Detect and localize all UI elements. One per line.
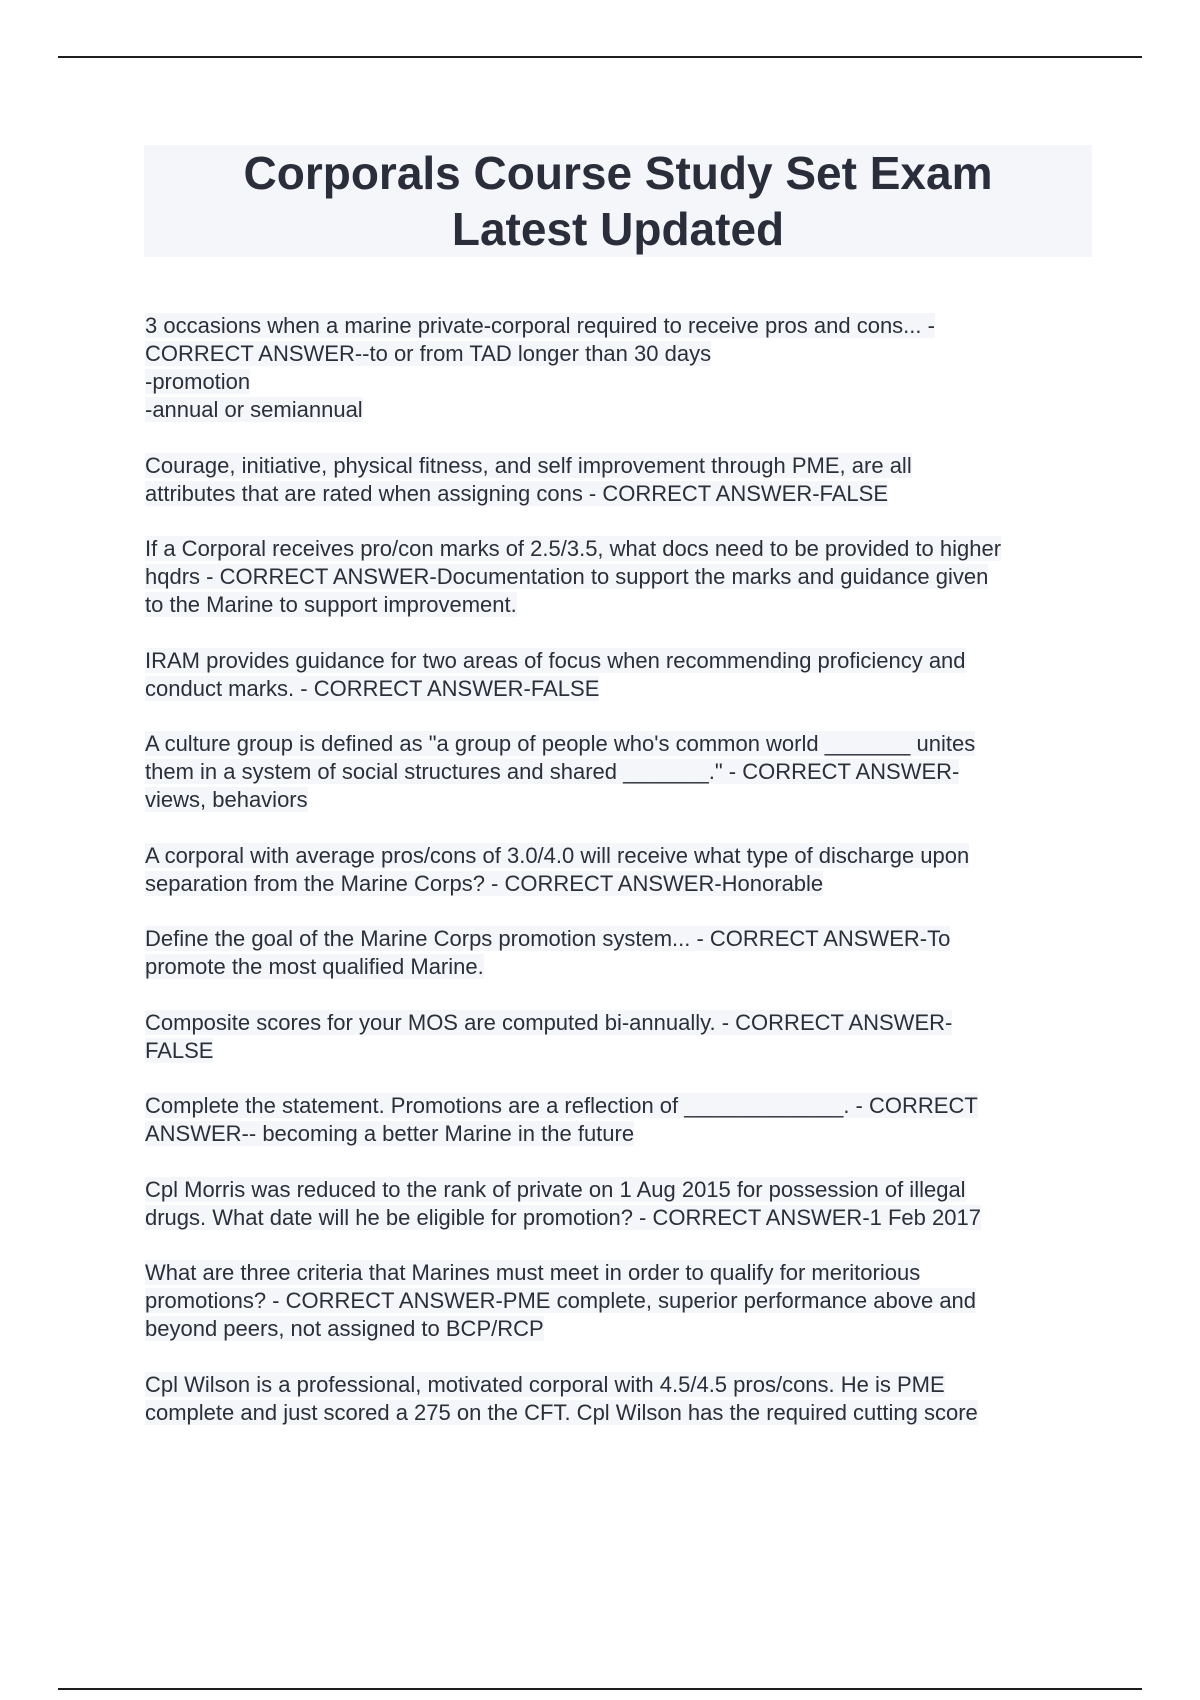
qa-line xyxy=(145,647,1095,675)
qa-line-text: promotions? - CORRECT ANSWER-PME complete, superior performance above and xyxy=(145,1288,977,1313)
qa-line xyxy=(145,842,1095,870)
qa-item xyxy=(145,1009,1095,1065)
qa-item xyxy=(145,1176,1095,1232)
qa-line xyxy=(145,1176,1095,1204)
qa-item xyxy=(145,1092,1095,1148)
qa-line-text: separation from the Marine Corps? - CORRECT ANSWER-Honorable xyxy=(145,870,824,896)
qa-line xyxy=(145,758,1095,786)
qa-line-text: 3 occasions when a marine private-corporal required to receive pros and cons... - xyxy=(145,313,935,338)
qa-line xyxy=(145,786,1095,814)
qa-line-text: promote the most qualified Marine. xyxy=(145,954,484,979)
title-line-1: Corporals Course Study Set Exam xyxy=(243,147,993,199)
qa-line xyxy=(145,368,1095,396)
qa-line-text: IRAM provides guidance for two areas of focus when recommending proficiency and xyxy=(145,647,966,673)
qa-item xyxy=(145,1259,1095,1343)
qa-line xyxy=(145,1399,1095,1427)
qa-line-text: attributes that are rated when assigning cons - CORRECT ANSWER-FALSE xyxy=(145,480,889,506)
qa-line-text: hqdrs - CORRECT ANSWER-Documentation to support the marks and guidance given xyxy=(145,564,989,589)
qa-line-text: FALSE xyxy=(145,1037,214,1063)
top-divider xyxy=(58,56,1142,58)
qa-line xyxy=(145,563,1095,591)
qa-line xyxy=(145,452,1095,480)
qa-line-text: them in a system of social structures and shared _______." - CORRECT ANSWER- xyxy=(145,759,960,784)
qa-item xyxy=(145,1371,1095,1427)
qa-line xyxy=(145,925,1095,953)
qa-line xyxy=(145,1120,1095,1148)
qa-item xyxy=(145,312,1095,424)
qa-line-text: drugs. What date will he be eligible for promotion? - CORRECT ANSWER-1 Feb 2017 xyxy=(145,1204,981,1230)
qa-line xyxy=(145,340,1095,368)
qa-line-text: Define the goal of the Marine Corps promotion system... - CORRECT ANSWER-To xyxy=(145,926,951,951)
qa-line-text: Composite scores for your MOS are computed bi-annually. - CORRECT ANSWER- xyxy=(145,1009,953,1035)
qa-line xyxy=(145,591,1095,619)
qa-line xyxy=(145,312,1095,340)
qa-line-text: to the Marine to support improvement. xyxy=(145,592,517,617)
qa-line-text: Complete the statement. Promotions are a reflection of _____________. - CORRECT xyxy=(145,1093,978,1118)
qa-line xyxy=(145,1287,1095,1315)
qa-line xyxy=(145,1259,1095,1287)
qa-line xyxy=(145,396,1095,424)
qa-item xyxy=(145,925,1095,981)
qa-item xyxy=(145,730,1095,814)
qa-line-text: complete and just scored a 275 on the CFT. Cpl Wilson has the required cutting score xyxy=(145,1399,978,1425)
qa-line-text: Courage, initiative, physical fitness, and self improvement through PME, are all xyxy=(145,452,912,478)
qa-line xyxy=(145,1371,1095,1399)
bottom-divider xyxy=(58,1688,1142,1690)
qa-line-text: -annual or semiannual xyxy=(145,397,363,422)
qa-line-text: Cpl Morris was reduced to the rank of private on 1 Aug 2015 for possession of illegal xyxy=(145,1176,966,1202)
qa-line xyxy=(145,1037,1095,1065)
qa-line-text: A corporal with average pros/cons of 3.0/4.0 will receive what type of discharge upon xyxy=(145,842,970,868)
qa-item xyxy=(145,842,1095,898)
title-line-2: Latest Updated xyxy=(451,203,785,255)
qa-line xyxy=(145,953,1095,981)
document-title xyxy=(144,145,1092,257)
qa-line-text: Cpl Wilson is a professional, motivated corporal with 4.5/4.5 pros/cons. He is PME xyxy=(145,1371,945,1397)
qa-line-text: views, behaviors xyxy=(145,787,308,812)
qa-line xyxy=(145,535,1095,563)
qa-line xyxy=(145,1009,1095,1037)
question-answer-list xyxy=(145,312,1095,1454)
qa-line-text: CORRECT ANSWER--to or from TAD longer than 30 days xyxy=(145,341,712,366)
qa-line-text: conduct marks. - CORRECT ANSWER-FALSE xyxy=(145,675,600,701)
qa-item xyxy=(145,452,1095,508)
qa-line xyxy=(145,480,1095,508)
qa-line-text: If a Corporal receives pro/con marks of 2.5/3.5, what docs need to be provided to higher xyxy=(145,536,1002,561)
qa-line xyxy=(145,675,1095,703)
qa-line xyxy=(145,870,1095,898)
qa-line-text: A culture group is defined as "a group of people who's common world _______ unites xyxy=(145,731,976,756)
qa-line-text: -promotion xyxy=(145,369,251,394)
qa-line-text: beyond peers, not assigned to BCP/RCP xyxy=(145,1316,544,1341)
qa-line-text: ANSWER-- becoming a better Marine in the future xyxy=(145,1121,635,1146)
qa-line-text: What are three criteria that Marines must meet in order to qualify for meritorious xyxy=(145,1260,921,1285)
qa-item xyxy=(145,535,1095,619)
qa-line xyxy=(145,1204,1095,1232)
qa-line xyxy=(145,1092,1095,1120)
qa-line xyxy=(145,1315,1095,1343)
qa-item xyxy=(145,647,1095,703)
qa-line xyxy=(145,730,1095,758)
